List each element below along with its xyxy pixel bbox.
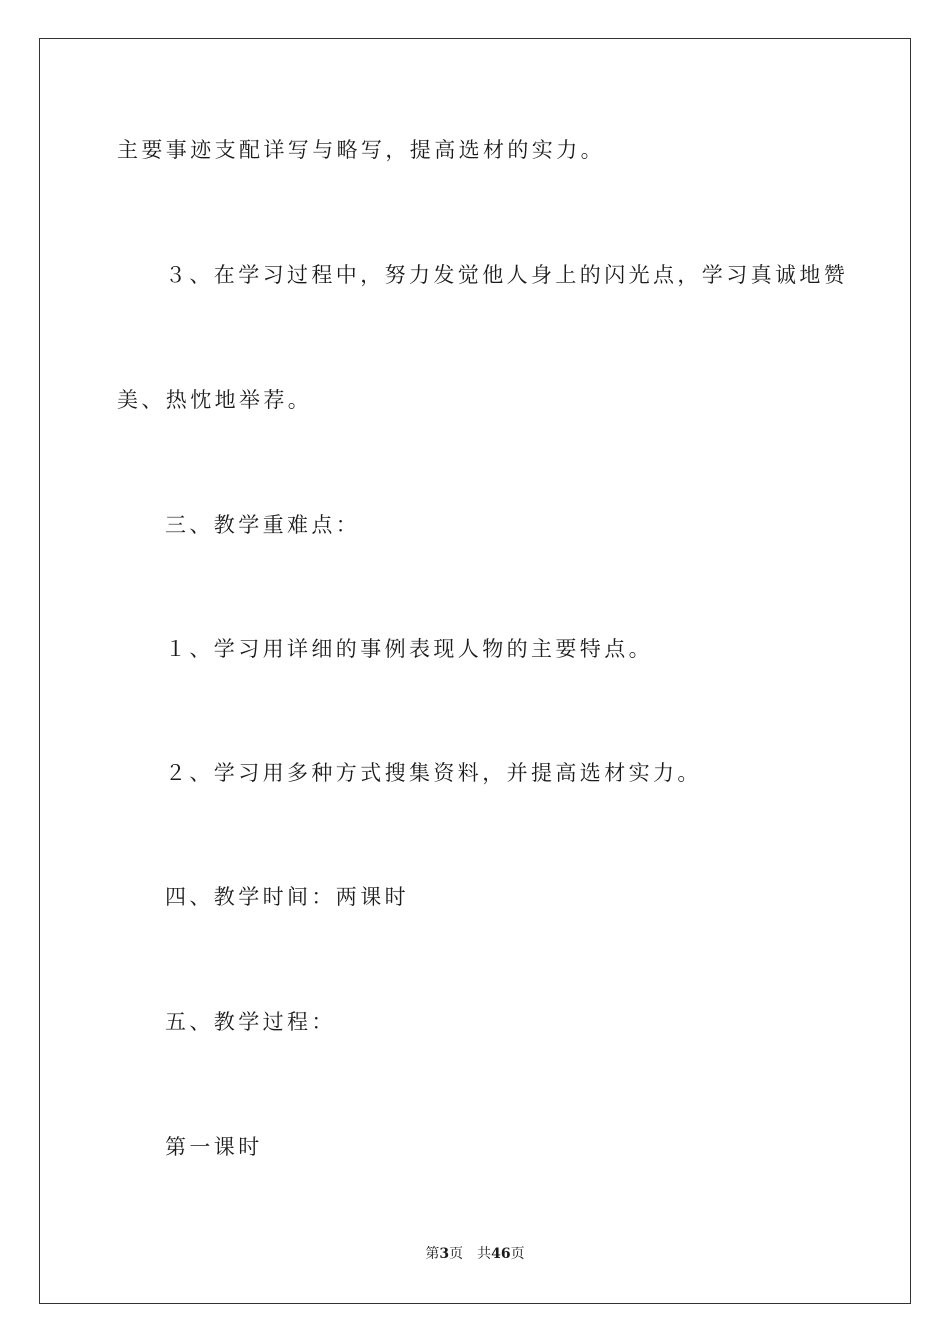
heading-key-points: 三、教学重难点：	[165, 513, 361, 537]
total-prefix: 共	[477, 1246, 492, 1262]
page-footer	[0, 1245, 950, 1263]
text-line-1: 主要事迹支配详写与略写，提高选材的实力。	[117, 138, 605, 162]
page-prefix: 第	[425, 1246, 440, 1262]
total-pages: 46	[491, 1246, 511, 1262]
text-line-3: 美、热忱地举荐。	[117, 388, 313, 412]
text-line-2: ３、在学习过程中，努力发觉他人身上的闪光点，学习真诚地赞	[165, 263, 849, 287]
heading-teaching-time: 四、教学时间：两课时	[165, 885, 409, 909]
text-line-6: ２、学习用多种方式搜集资料，并提高选材实力。	[165, 761, 702, 785]
text-line-5: １、学习用详细的事例表现人物的主要特点。	[165, 637, 653, 661]
heading-teaching-process: 五、教学过程：	[165, 1010, 336, 1034]
heading-first-lesson: 第一课时	[165, 1135, 263, 1159]
page-suffix: 页	[449, 1246, 464, 1262]
page-number: 3	[439, 1246, 450, 1262]
page-border	[39, 38, 911, 1304]
total-suffix: 页	[510, 1246, 525, 1262]
